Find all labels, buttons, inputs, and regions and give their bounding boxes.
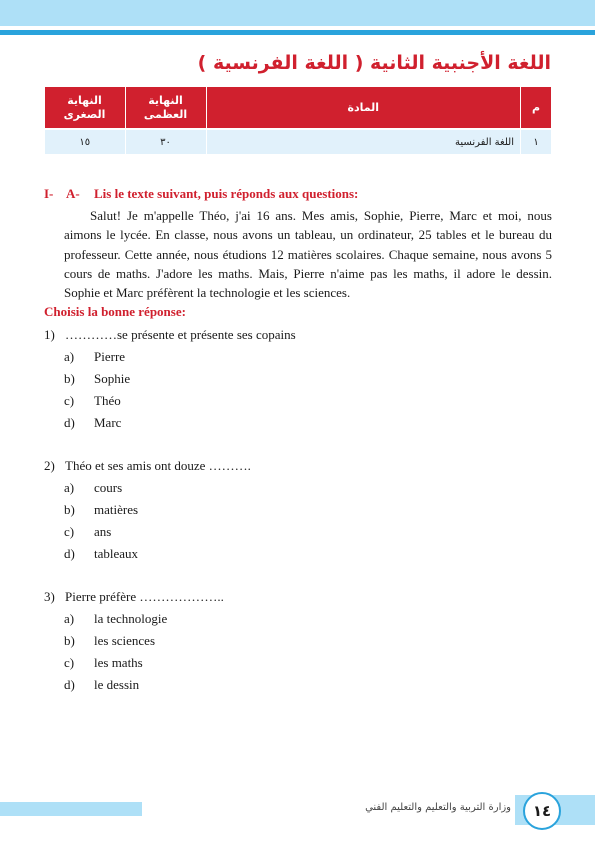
option-text: la technologie	[94, 611, 168, 626]
question-text: …………se présente et présente ses copains	[65, 327, 296, 342]
question-2	[44, 458, 251, 474]
option-letter: b)	[64, 633, 75, 648]
row-num: ١	[521, 129, 552, 154]
header-min-score: النهاية الصغرى	[45, 87, 126, 129]
option-letter: c)	[64, 655, 75, 670]
option-1a[interactable]	[64, 349, 125, 365]
option-text: matières	[94, 502, 139, 517]
choose-heading: Choisis la bonne réponse:	[44, 304, 186, 319]
section-letter: A-	[66, 186, 80, 201]
header-max-score: النهاية العظمى	[125, 87, 206, 129]
option-1c[interactable]	[64, 393, 121, 409]
question-1	[44, 327, 296, 343]
section-roman: I-	[44, 186, 54, 201]
question-number: 1)	[44, 327, 55, 342]
option-3d[interactable]	[64, 677, 139, 693]
option-letter: c)	[64, 524, 75, 539]
row-subject: اللغة الفرنسية	[206, 129, 521, 154]
option-letter: d)	[64, 546, 75, 561]
top-decor-line	[0, 30, 595, 35]
question-text: Pierre préfère ………………..	[65, 589, 224, 604]
header-subject: المادة	[206, 87, 521, 129]
section-instruction: Lis le texte suivant, puis réponds aux questions:	[94, 186, 359, 201]
section-heading	[44, 186, 359, 202]
option-2b[interactable]	[64, 502, 138, 518]
option-3c[interactable]	[64, 655, 143, 671]
option-text: les maths	[94, 655, 143, 670]
question-text: Théo et ses amis ont douze ……….	[65, 458, 251, 473]
option-letter: b)	[64, 502, 75, 517]
option-2d[interactable]	[64, 546, 138, 562]
option-text: le dessin	[94, 677, 140, 692]
subject-table-header	[45, 87, 552, 129]
option-letter: a)	[64, 349, 75, 364]
option-letter: a)	[64, 611, 75, 626]
top-decor-band	[0, 0, 595, 26]
option-letter: d)	[64, 415, 75, 430]
header-num: م	[521, 87, 552, 129]
option-text: cours	[94, 480, 123, 495]
option-letter: b)	[64, 371, 75, 386]
option-text: Pierre	[94, 349, 126, 364]
option-letter: c)	[64, 393, 75, 408]
reading-passage: Salut! Je m'appelle Théo, j'ai 16 ans. Mes amis, Sophie, Pierre, Marc et moi, nous aimons le lycée. En classe, nous avons un tableau, un ordinateur, 25 tables et le bureau du professeur. Cette année, nous étudions 12 matières scolaires. Chaque semaine, nous avons 5 cours de maths. J'adore les maths. Mais, Pierre n'aime pas les maths, il adore le dessin. Sophie et Marc préfèrent la technologie et les sciences.	[64, 208, 552, 301]
option-letter: d)	[64, 677, 75, 692]
option-1d[interactable]	[64, 415, 121, 431]
option-3b[interactable]	[64, 633, 155, 649]
option-text: Sophie	[94, 371, 131, 386]
row-min-score: ١٥	[45, 129, 126, 154]
page-number: ١٤	[523, 792, 561, 830]
option-text: les sciences	[94, 633, 156, 648]
option-text: Théo	[94, 393, 121, 408]
table-row	[45, 129, 552, 154]
option-1b[interactable]	[64, 371, 130, 387]
row-max-score: ٣٠	[125, 129, 206, 154]
option-letter: a)	[64, 480, 75, 495]
subject-table	[44, 87, 551, 154]
question-3	[44, 589, 224, 605]
option-3a[interactable]	[64, 611, 167, 627]
option-text: ans	[94, 524, 112, 539]
option-text: tableaux	[94, 546, 139, 561]
option-2c[interactable]	[64, 524, 111, 540]
option-2a[interactable]	[64, 480, 122, 496]
footer-decor-band	[0, 802, 142, 816]
ministry-name: وزارة التربية والتعليم والتعليم الفني	[365, 802, 511, 813]
page-title: اللغة الأجنبية الثانية ( اللغة الفرنسية )	[197, 52, 551, 74]
option-text: Marc	[94, 415, 122, 430]
question-number: 3)	[44, 589, 55, 604]
question-number: 2)	[44, 458, 55, 473]
